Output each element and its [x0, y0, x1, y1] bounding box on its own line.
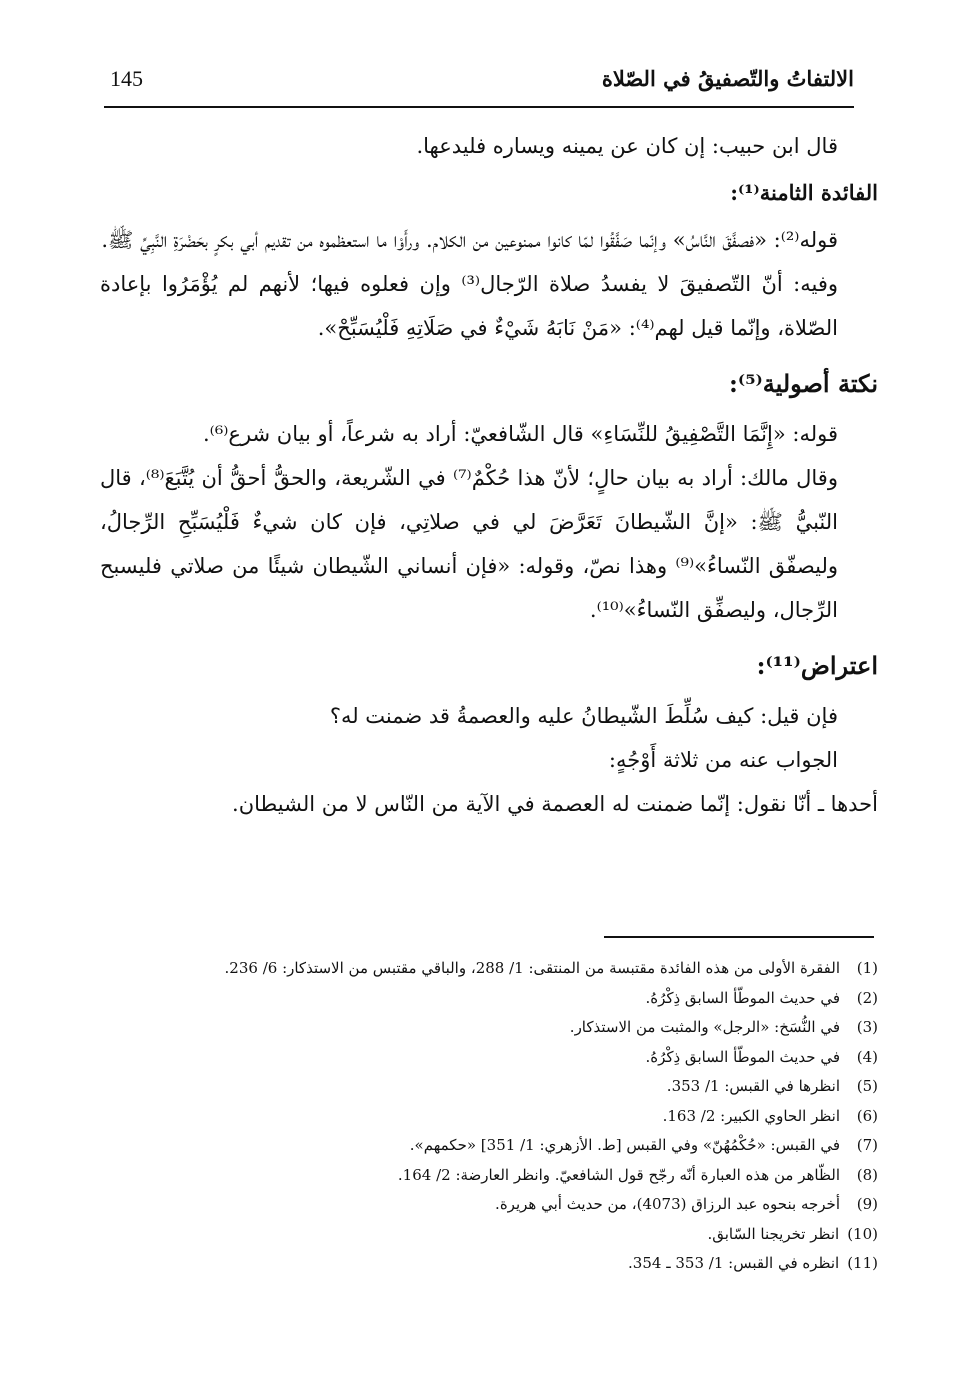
footnote-number: (2) [856, 988, 878, 1007]
footnote [104, 1220, 878, 1250]
footnote-text: في القبس: «حُكْمُهُنّ» وفي القبس [ط. الأزهري: 1/ 351] «حكمهم». [409, 1136, 840, 1154]
footnote-number: (7) [856, 1136, 878, 1154]
footnote-text: في النُّسَخ: «الرجل» والمثبت من الاستذكار. [569, 1018, 840, 1036]
paragraph: وقال مالك: أراد به بيان حالٍ؛ لأنّ هذا حُكْمٌ⁽⁷⁾ في الشّريعة، والحقُّ أحقُّ أن يُتَّبَعَ⁽⁸⁾، قال النّبيُّ ﷺ: «إنَّ الشّيطانَ تَعَرَّضَ لي في صلاتِي، فإن كان شيءٌ فَلْيُسَبِّحِ الرِّجالُ، وليصفّق النّساءُ»⁽⁹⁾ وهذا نصّ، وقوله: «فإن أنساني الشّيطان شيئًا من صلاتي فليسبح الرِّجال، وليصفِّق النّساءُ»⁽¹⁰⁾. [100, 466, 838, 622]
footnote-number: (1) [856, 959, 878, 977]
footnote-number: (11) [847, 1254, 878, 1272]
footnote-number: (4) [856, 1047, 878, 1066]
page-number: 145 [110, 66, 143, 91]
footnote-number: (10) [847, 1224, 878, 1243]
section-heading: نكتة أصولية⁽⁵⁾: [729, 369, 878, 398]
footnote [104, 1043, 878, 1073]
paragraph: قوله⁽²⁾: «فصفَّقَ النَّاسُ» وإنّما صَفَّقُوا لمّا كانوا ممنوعين من الكلام. ورأَوْا ما استعظموه من تقديم أبي بكرٍ بحَضْرَةِ النَّبِيِّ ﷺ. [101, 228, 838, 252]
footnote-number: (9) [856, 1195, 878, 1213]
footnote-text: أخرجه بنحوه عبد الرزاق (4073)، من حديث أبي هريرة. [495, 1195, 840, 1213]
footnote-separator [604, 936, 874, 938]
section-heading: اعتراض⁽¹¹⁾: [756, 651, 878, 680]
footnote-number: (8) [856, 1165, 878, 1184]
footnote-text: الظّاهر من هذه العبارة أنّه رجّح قول الشافعيّ. وانظر العارضة: 2/ 164. [397, 1165, 840, 1184]
paragraph: فإن قيل: كيف سُلِّطَ الشّيطانُ عليه والعصمةُ قد ضمنت له؟ [329, 704, 838, 728]
main-text [100, 124, 878, 826]
footnote-number: (3) [856, 1018, 878, 1036]
footnotes [104, 954, 878, 1279]
footnote-text: انظرها في القبس: 1/ 353. [666, 1077, 840, 1095]
paragraph: قال ابن حبيب: إن كان عن يمينه ويساره فليدعها. [416, 134, 838, 158]
running-title: الالتفاتُ والتّصفيقُ في الصّلاة [601, 66, 854, 91]
footnote [104, 1190, 878, 1220]
paragraph: الجواب عنه من ثلاثة أَوْجُهٍ: [608, 748, 838, 772]
footnote [104, 1013, 878, 1043]
paragraph: وفيه: أنّ التّصفيقَ لا يفسدُ صلاة الرّجال⁽³⁾ وإن فعلوه فيها؛ لأنهم لم يُؤْمَرُوا بإعادة الصّلاة، وإنّما قيل لهم⁽⁴⁾: «مَنْ نَابَهُ شَيْءٌ في صَلَاتِهِ فَلْيُسَبِّحْ». [100, 272, 839, 340]
footnote [104, 1102, 878, 1132]
footnote [104, 954, 878, 984]
footnote-number: (5) [856, 1077, 878, 1095]
footnote [104, 1161, 878, 1191]
footnote [104, 1072, 878, 1102]
paragraph: قوله: «إِنَّمَا التَّصْفِيقُ للنِّسَاءِ» قال الشّافعيّ: أراد به شرعاً، أو بيان شرع⁽⁶⁾. [203, 422, 838, 446]
footnote [104, 984, 878, 1014]
footnote-text: في حديث الموطّأ السابق ذِكْرُهُ. [645, 988, 840, 1007]
paragraph: أحدها ـ أنّا نقول: إنّما ضمنت له العصمة في الآية من النّاس لا من الشيطان. [232, 792, 878, 816]
footnote-number: (6) [856, 1106, 878, 1125]
page-header [104, 66, 854, 108]
section-heading: الفائدة الثامنة⁽¹⁾: [730, 180, 878, 205]
footnote-text: الفقرة الأولى من هذه الفائدة مقتبسة من المنتقى: 1/ 288، والباقي مقتبس من الاستذكار: 6/ 236. [224, 959, 840, 977]
footnote-text: انظره في القبس: 1/ 353 ـ 354. [628, 1254, 840, 1272]
footnote-text: في حديث الموطّأ السابق ذِكْرُهُ. [645, 1047, 840, 1066]
footnote [104, 1131, 878, 1161]
footnote-text: انظر الحاوي الكبير: 2/ 163. [662, 1106, 840, 1125]
footnote [104, 1249, 878, 1279]
footnote-text: انظر تخريجنا السّابق. [707, 1224, 840, 1243]
